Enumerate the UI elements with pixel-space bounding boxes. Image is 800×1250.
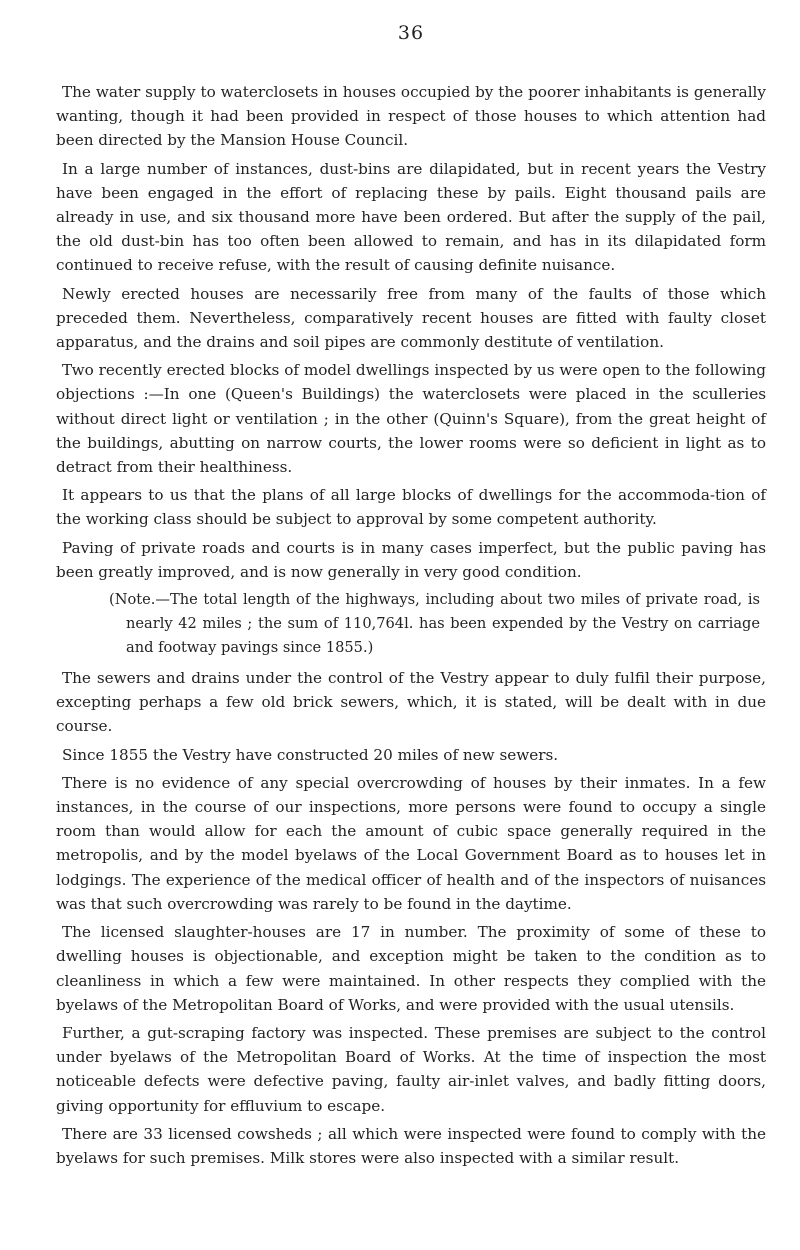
paragraph-plans-approval: It appears to us that the plans of all large blocks of dwellings for the accommoda-tion of the working class should be subject to approval by some competent authority.: [56, 486, 766, 529]
paragraph-newly-erected-houses: Newly erected houses are necessarily free from many of the faults of those which preceded them. Nevertheless, comparatively recent houses are fitted with faulty closet apparatus, and the drains and soil pipes are commonly destitute of ventilation.: [56, 284, 766, 352]
note-highways: (Note.—The total length of the highways, including about two miles of private road, is nearly 42 miles ; the sum of 110,764l. has been expended by the Vestry on carriage and footway pavings since 1855.): [109, 591, 760, 657]
paragraph-cowsheds: There are 33 licensed cowsheds ; all which were inspected were found to comply with the byelaws for such premises. Milk stores were also inspected with a similar result.: [56, 1124, 766, 1167]
paragraph-sewers: The sewers and drains under the control of the Vestry appear to duly fulfil their purpose, excepting perhaps a few old brick sewers, which, it is stated, will be dealt with in due course.: [56, 669, 766, 736]
paragraph-overcrowding: There is no evidence of any special overcrowding of houses by their inmates. In a few instances, in the course of our inspections, more persons were found to occupy a single room than would allow for each the amount of cubic space generally required in the metropolis, and by the model byelaws of the Local Government Board as to houses let in lodgings. The experience of the medical officer of health and of the inspectors of nuisances was that such overcrowding was rarely to be found in the daytime.: [56, 773, 766, 913]
paragraph-model-dwellings: Two recently erected blocks of model dwellings inspected by us were open to the following objections :—In one (Queen's Buildings) the waterclosets were placed in the sculleries without direct light or ventilation ; in the other (Quinn's Square), from the great height of the buildings, abutting on narrow courts, the lower rooms were so deficient in light as to detract from their healthiness.: [56, 361, 766, 477]
paragraph-gut-scraping-factory: Further, a gut-scraping factory was inspected. These premises are subject to the control under byelaws of the Metropolitan Board of Works. At the time of inspection the most noticeable defects were defective paving, faulty air-inlet valves, and badly fitting doors, giving opportunity for effluvium to escape.: [56, 1023, 766, 1115]
paragraph-new-sewers: Since 1855 the Vestry have constructed 20 miles of new sewers.: [62, 745, 559, 764]
paragraph-paving: Paving of private roads and courts is in many cases imperfect, but the public paving has been greatly improved, and is now generally in very good condition.: [56, 538, 766, 581]
paragraph-slaughter-houses: The licensed slaughter-houses are 17 in number. The proximity of some of these to dwelling houses is objectionable, and exception might be taken to the condition as to cleanliness in which a few were maintained. In other respects they complied with the byelaws of the Metropolitan Board of Works, and were provided with the usual utensils.: [56, 923, 766, 1014]
paragraph-water-supply: The water supply to waterclosets in houses occupied by the poorer inhabitants is generally wanting, though it had been provided in respect of those houses to which attention had been directed by the Mansion House Council.: [56, 83, 766, 150]
paragraph-dust-bins: In a large number of instances, dust-bins are dilapidated, but in recent years the Vestry have been engaged in the effort of replacing these by pails. Eight thousand pails are already in use, and six thousand more have been ordered. But after the supply of the pail, the old dust-bin has too often been allowed to remain, and has in its dilapidated form continued to receive refuse, with the result of causing definite nuisance.: [56, 159, 766, 275]
page-number: 36: [397, 22, 425, 44]
